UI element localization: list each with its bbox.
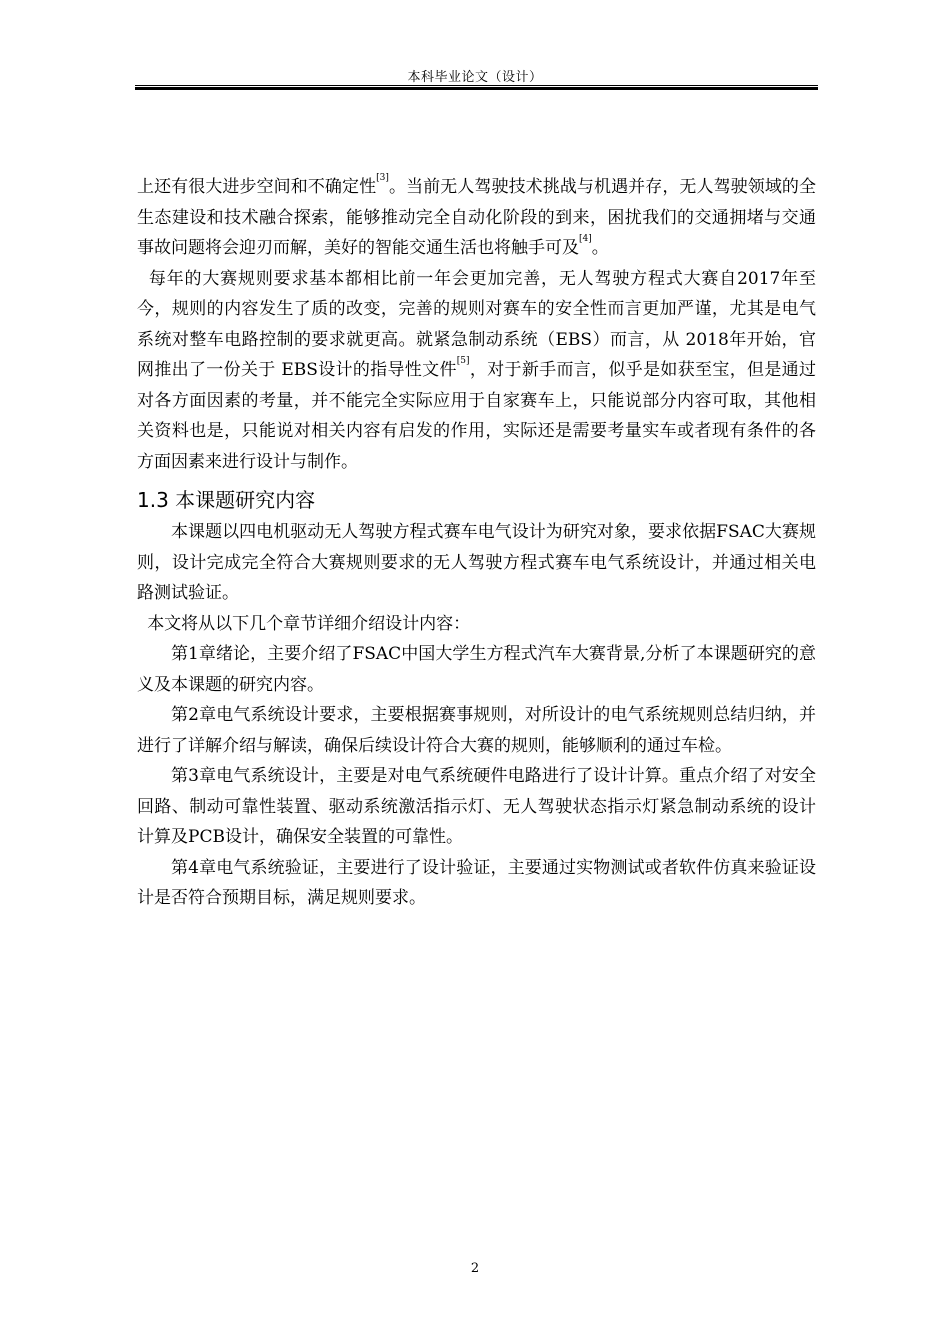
paragraph-3: 本课题以四电机驱动无人驾驶方程式赛车电气设计为研究对象，要求依据FSAC大赛规则，设计完成完全符合大赛规则要求的无人驾驶方程式赛车电气系统设计，并通过相关电路测试验证。: [137, 522, 816, 603]
header-rule-thin: [135, 85, 818, 86]
paragraph-5: 第1章绪论，主要介绍了FSAC中国大学生方程式汽车大赛背景,分析了本课题研究的意义及本课题的研究内容。: [137, 644, 816, 695]
paragraph-7: 第3章电气系统设计，主要是对电气系统硬件电路进行了设计计算。重点介绍了对安全回路、制动可靠性装置、驱动系统激活指示灯、无人驾驶状态指示灯紧急制动系统的设计计算及PCB设计，确保安全装置的可靠性。: [137, 766, 816, 847]
paragraph-1-text-2: 。当前无人驾驶技术挑战与机遇并存，无人驾驶领域的全生态建设和技术融合探索，能够推动完全自动化阶段的到来，困扰我们的交通拥堵与交通事故问题将会迎刃而解，美好的智能交通生活也将触手可及: [137, 177, 817, 258]
citation-5: [5]: [456, 356, 470, 366]
paragraph-2-text: 每年的大赛规则要求基本都相比前一年会更加完善，无人驾驶方程式大赛自2017年至今，规则的内容发生了质的改变，完善的规则对赛车的安全性而言更加严谨，尤其是电气系统对整车电路控制的要求就更高。就紧急制动系统（EBS）而言，从 2018年开始，官网推出了一份关于 EBS设计的指导性文件: [137, 268, 816, 380]
paragraph-4: 本文将从以下几个章节详细介绍设计内容：: [147, 613, 471, 634]
header-title: 本科毕业论文（设计）: [407, 70, 543, 85]
paragraph-2: [137, 264, 816, 478]
page-number: 2: [470, 1261, 480, 1276]
paragraph-8: 第4章电气系统验证，主要进行了设计验证，主要通过实物测试或者软件仿真来验证设计是否符合预期目标，满足规则要求。: [137, 857, 816, 908]
paragraph-6: 第2章电气系统设计要求，主要根据赛事规则，对所设计的电气系统规则总结归纳，并进行了详解介绍与解读，确保后续设计符合大赛的规则，能够顺利的通过车检。: [137, 705, 816, 756]
citation-3: [3]: [376, 173, 389, 183]
header-rule-thick: [135, 87, 818, 90]
main-body: [137, 172, 816, 914]
paragraph-1-end: 。: [591, 238, 609, 258]
section-heading: 1.3 本课题研究内容: [137, 488, 316, 512]
paragraph-1: [137, 172, 816, 264]
paragraph-1-text: 上还有很大进步空间和不确定性: [137, 177, 377, 197]
paragraph-2-text-2: ，对于新手而言，似乎是如获至宝，但是通过对各方面因素的考量，并不能完全实际应用于自家赛车上，只能说部分内容可取，其他相关资料也是，只能说对相关内容有启发的作用，实际还是需要考量实车或者现有条件的各方面因素来进行设计与制作。: [137, 360, 817, 472]
citation-4: [4]: [579, 234, 592, 244]
